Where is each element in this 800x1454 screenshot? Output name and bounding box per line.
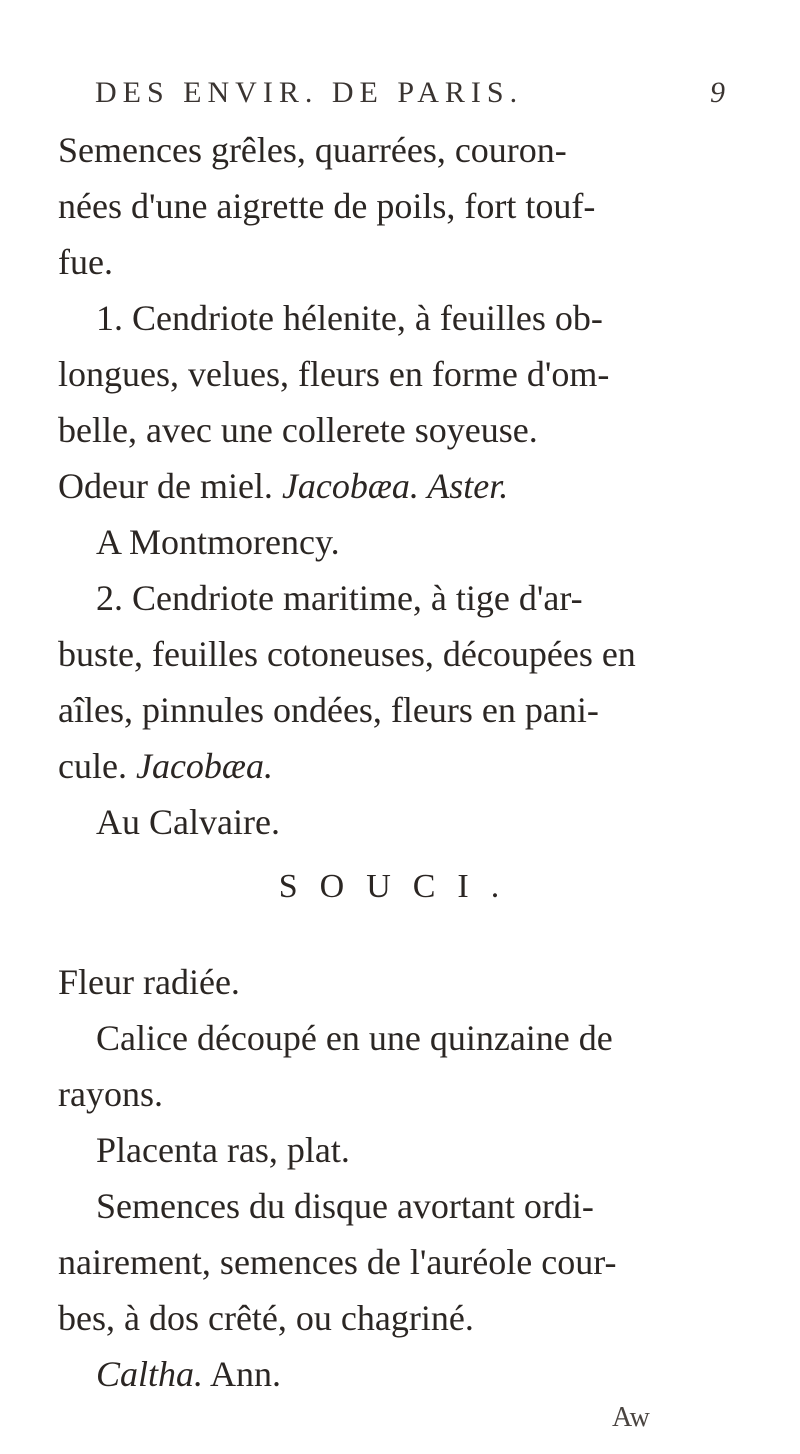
latin-name: Jacobæa. — [135, 746, 273, 786]
text-span: Odeur de miel. — [58, 466, 273, 506]
text-line: Placenta ras, plat. — [96, 1130, 350, 1170]
catchword: Aw — [612, 1402, 650, 1433]
latin-name: Caltha. — [96, 1354, 204, 1394]
text-line: Calice découpé en une quinzaine de — [96, 1018, 613, 1058]
locality: Au Calvaire. — [96, 802, 280, 842]
text-span: cule. — [58, 746, 127, 786]
text-line: nairement, semences de l'auréole cour- — [58, 1242, 617, 1282]
entry-2-line: 2. Cendriote maritime, à tige d'ar- — [96, 578, 583, 618]
text-line: buste, feuilles cotoneuses, découpées en — [58, 634, 636, 674]
latin-name: Jacobæa. Aster. — [281, 466, 509, 506]
text-line: Semences du disque avortant ordi- — [96, 1186, 594, 1226]
text-line: bes, à dos crêté, ou chagriné. — [58, 1298, 474, 1338]
text-line: rayons. — [58, 1074, 163, 1114]
text-line: fue. — [58, 242, 113, 282]
section-title: SOUCI. — [278, 868, 522, 905]
text-line — [96, 1352, 281, 1396]
text-line: belle, avec une collerete soyeuse. — [58, 410, 538, 450]
text-line — [58, 464, 508, 508]
running-title: DES ENVIR. DE PARIS. — [95, 76, 524, 109]
entry-1-line: 1. Cendriote hélenite, à feuilles ob- — [96, 298, 603, 338]
text-line: longues, velues, fleurs en forme d'om- — [58, 354, 610, 394]
text-line: Fleur radiée. — [58, 962, 240, 1002]
page-header — [95, 76, 725, 120]
text-span: Ann. — [210, 1354, 282, 1394]
text-line — [58, 744, 273, 788]
text-line: aîles, pinnules ondées, fleurs en pani- — [58, 690, 599, 730]
text-line: nées d'une aigrette de poils, fort touf- — [58, 186, 596, 226]
text-line: Semences grêles, quarrées, couron- — [58, 130, 567, 170]
locality: A Montmorency. — [96, 522, 340, 562]
page-number: 9 — [710, 76, 725, 109]
